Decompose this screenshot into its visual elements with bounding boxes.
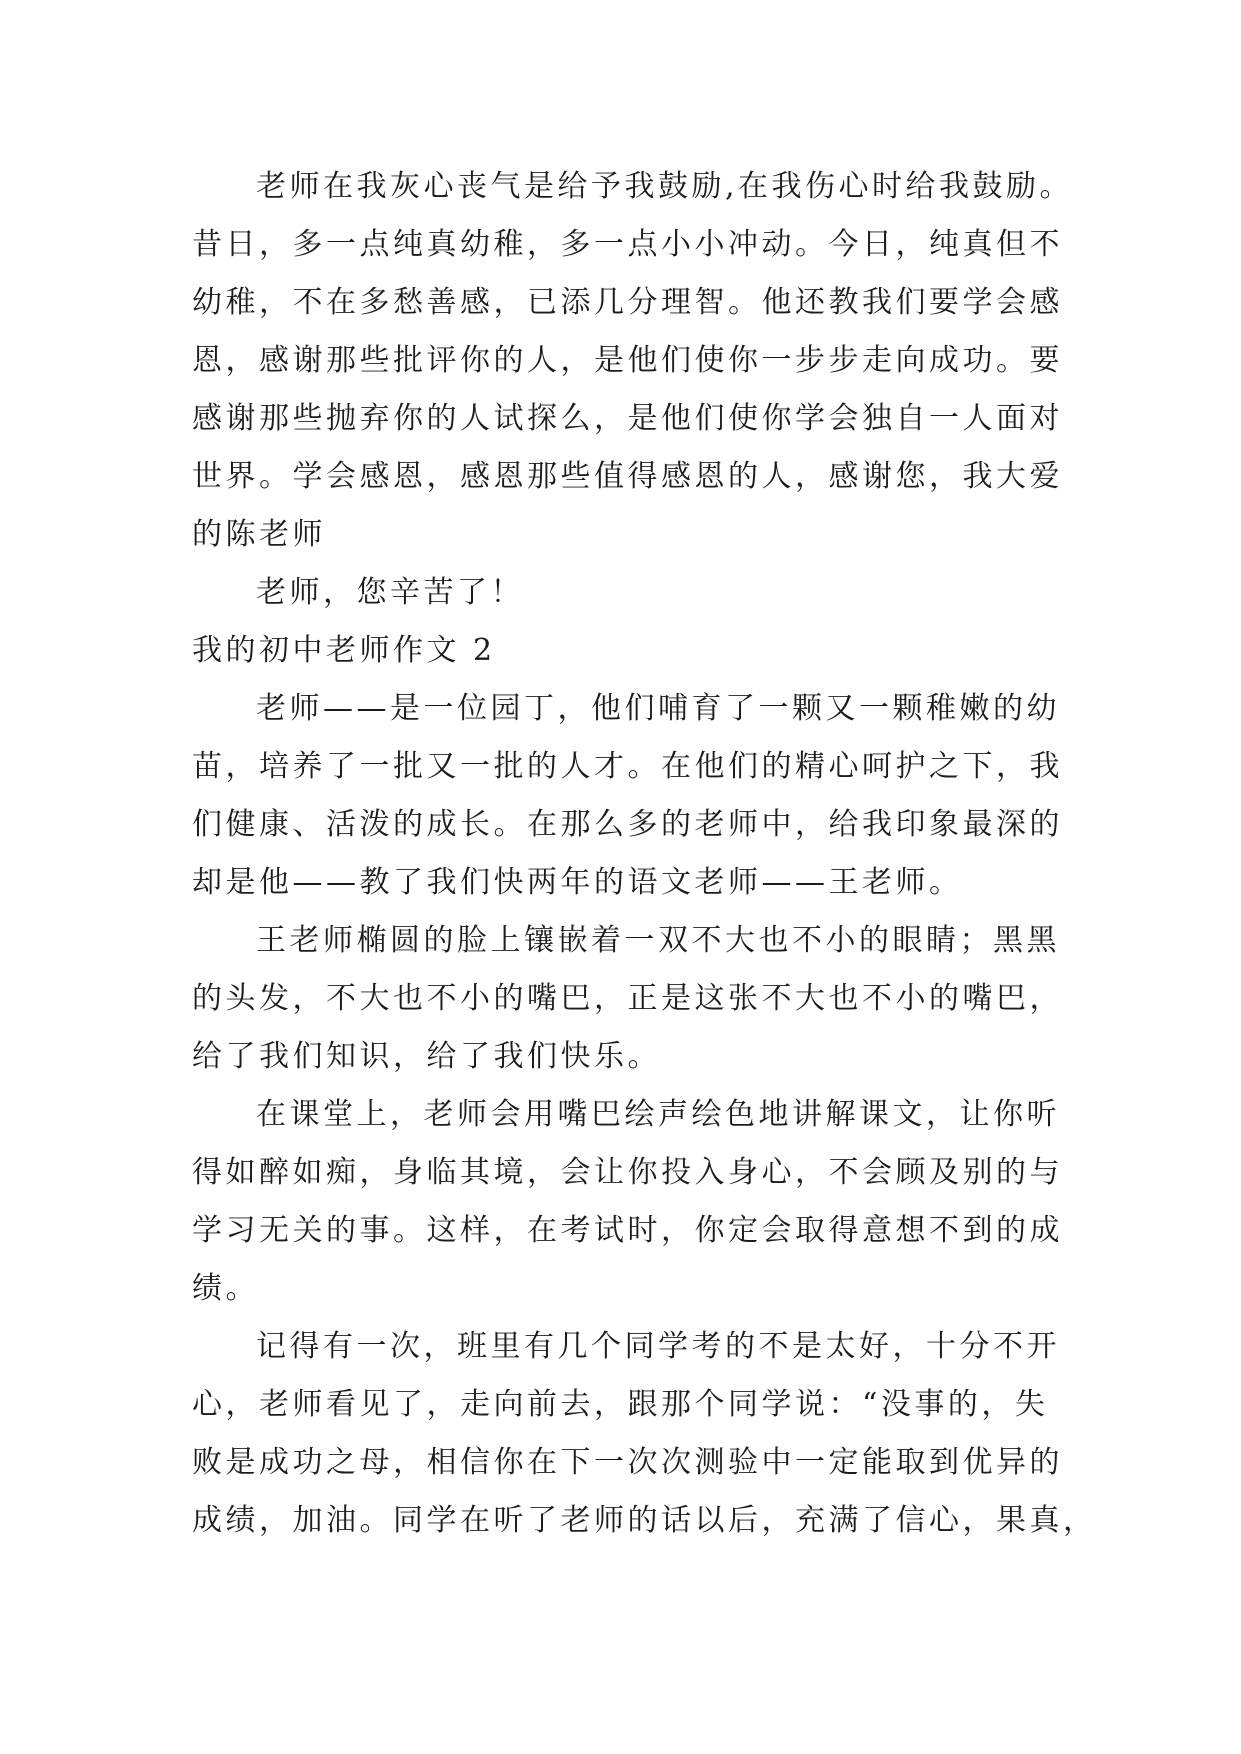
- text-line: 世界。学会感恩，感恩那些值得感恩的人，感谢您，我大爱: [192, 459, 1063, 494]
- heading-text: 我的初中老师作文 2: [192, 633, 496, 668]
- text-line: 在课堂上，老师会用嘴巴绘声绘色地讲解课文，让你听: [256, 1097, 1060, 1132]
- text-line: 的陈老师: [192, 517, 326, 552]
- paragraph: [192, 912, 1072, 1086]
- text-line: 绩。: [192, 1271, 259, 1306]
- text-line: 得如醉如痴，身临其境，会让你投入身心，不会顾及别的与: [192, 1155, 1063, 1190]
- paragraph: [192, 564, 1072, 622]
- paragraph: [192, 680, 1072, 912]
- text-line: 感谢那些抛弃你的人试探么，是他们使你学会独自一人面对: [192, 401, 1063, 436]
- paragraph: [192, 1318, 1097, 1550]
- text-line: 王老师椭圆的脸上镶嵌着一双不大也不小的眼睛；黑黑: [256, 923, 1060, 958]
- paragraph: [192, 158, 1072, 564]
- text-line: 幼稚，不在多愁善感，已添几分理智。他还教我们要学会感: [192, 285, 1063, 320]
- document-body: [192, 158, 1097, 1550]
- text-line: 成绩，加油。同学在听了老师的话以后，充满了信心，果真，: [192, 1503, 1097, 1538]
- text-line: 老师，您辛苦了！: [256, 575, 524, 610]
- text-line: 记得有一次，班里有几个同学考的不是太好，十分不开: [256, 1329, 1060, 1364]
- text-line: 恩，感谢那些批评你的人，是他们使你一步步走向成功。要: [192, 343, 1063, 378]
- text-line: 们健康、活泼的成长。在那么多的老师中，给我印象最深的: [192, 807, 1063, 842]
- text-line: 败是成功之母，相信你在下一次次测验中一定能取到优异的: [192, 1445, 1063, 1480]
- text-line: 给了我们知识，给了我们快乐。: [192, 1039, 661, 1074]
- text-line: 的头发，不大也不小的嘴巴，正是这张不大也不小的嘴巴，: [192, 981, 1063, 1016]
- paragraph: [192, 1086, 1072, 1318]
- section-heading: [192, 622, 1072, 680]
- text-line: 却是他——教了我们快两年的语文老师——王老师。: [192, 865, 963, 900]
- text-line: 心，老师看见了，走向前去，跟那个同学说：“没事的，失: [192, 1387, 1049, 1422]
- text-line: 学习无关的事。这样，在考试时，你定会取得意想不到的成: [192, 1213, 1063, 1248]
- text-line: 老师在我灰心丧气是给予我鼓励,在我伤心时给我鼓励。: [256, 169, 1074, 204]
- text-line: 苗，培养了一批又一批的人才。在他们的精心呵护之下，我: [192, 749, 1063, 784]
- text-line: 老师——是一位园丁，他们哺育了一颗又一颗稚嫩的幼: [256, 691, 1060, 726]
- text-line: 昔日，多一点纯真幼稚，多一点小小冲动。今日，纯真但不: [192, 227, 1063, 262]
